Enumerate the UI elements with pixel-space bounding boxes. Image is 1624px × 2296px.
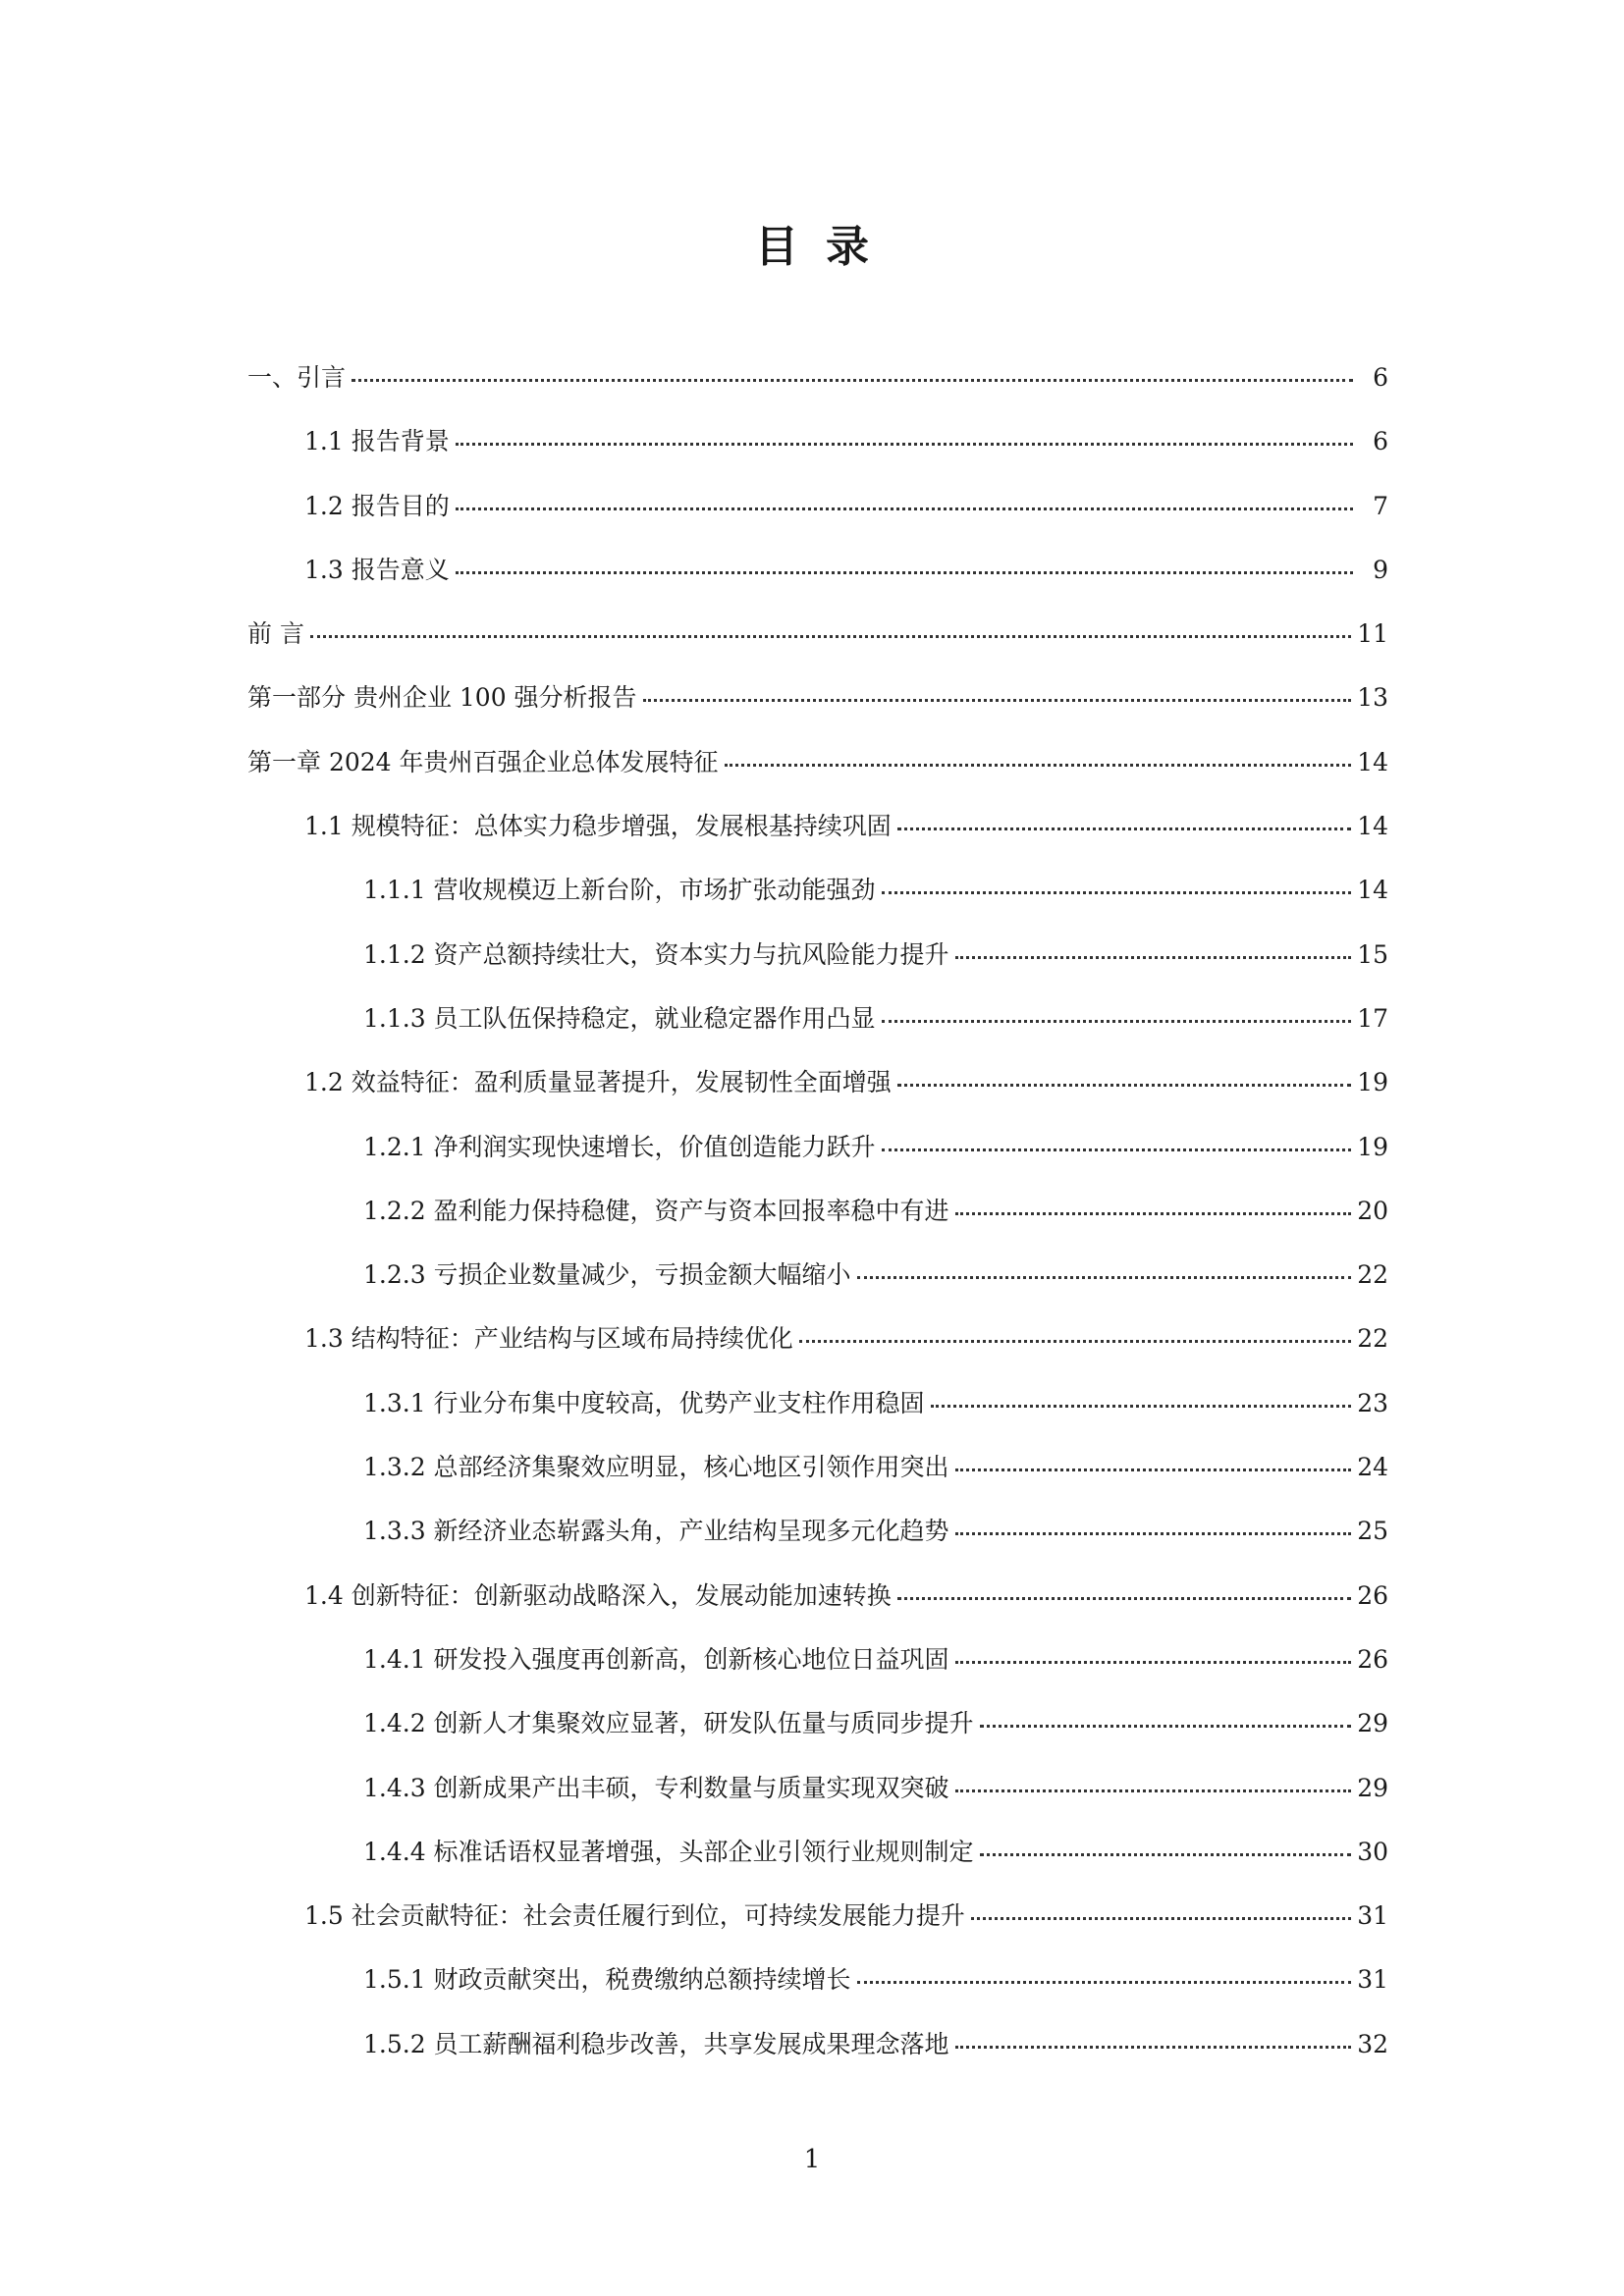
toc-entry-label: 1.2 效益特征：盈利质量显著提升，发展韧性全面增强 xyxy=(304,1068,892,1097)
toc-entry-label: 1.4 创新特征：创新驱动战略深入，发展动能加速转换 xyxy=(304,1580,892,1610)
toc-entry-page: 26 xyxy=(1357,1644,1388,1674)
toc-entry-page: 29 xyxy=(1357,1773,1388,1802)
dot-leader xyxy=(955,1789,1352,1792)
toc-entry-label: 1.1.1 营收规模迈上新台阶，市场扩张动能强劲 xyxy=(363,876,876,905)
toc-entry-page: 9 xyxy=(1373,555,1388,584)
toc-entry[interactable] xyxy=(247,1384,1388,1448)
toc-entry-label: 1.1 报告背景 xyxy=(304,427,450,456)
toc-entry[interactable] xyxy=(247,999,1388,1063)
dot-leader xyxy=(725,764,1352,767)
toc-entry-label: 1.4.4 标准话语权显著增强，头部企业引领行业规则制定 xyxy=(363,1837,974,1866)
dot-leader xyxy=(955,1212,1352,1215)
toc-entry[interactable] xyxy=(247,1319,1388,1383)
toc-entry[interactable] xyxy=(247,2025,1388,2089)
toc-entry-label: 前 言 xyxy=(247,619,304,649)
dot-leader xyxy=(882,1148,1352,1151)
toc-entry-label: 1.1.2 资产总额持续壮大，资本实力与抗风险能力提升 xyxy=(363,939,949,969)
dot-leader xyxy=(882,891,1352,894)
dot-leader xyxy=(955,1532,1352,1535)
toc-entry-page: 17 xyxy=(1357,1003,1388,1033)
dot-leader xyxy=(310,635,1351,638)
toc-entry[interactable] xyxy=(247,935,1388,999)
dot-leader xyxy=(955,956,1352,959)
page-number: 1 xyxy=(803,2145,821,2174)
toc-entry[interactable] xyxy=(247,614,1388,678)
toc-entry-label: 1.3.1 行业分布集中度较高，优势产业支柱作用稳固 xyxy=(363,1388,925,1417)
toc-entry-label: 1.5 社会贡献特征：社会责任履行到位，可持续发展能力提升 xyxy=(304,1901,965,1931)
toc-entry-page: 20 xyxy=(1357,1196,1388,1225)
dot-leader xyxy=(897,1597,1351,1600)
toc-entry[interactable] xyxy=(247,487,1388,551)
toc-entry[interactable] xyxy=(247,1896,1388,1960)
toc-entry-page: 32 xyxy=(1357,2029,1388,2058)
toc-entry-page: 30 xyxy=(1357,1837,1388,1866)
dot-leader xyxy=(857,1981,1352,1984)
toc-entry-page: 25 xyxy=(1357,1517,1388,1546)
dot-leader xyxy=(352,379,1353,382)
toc-entry[interactable] xyxy=(247,1063,1388,1127)
toc-entry-label: 1.2 报告目的 xyxy=(304,491,450,520)
toc-entry[interactable] xyxy=(247,551,1388,614)
toc-entry[interactable] xyxy=(247,1833,1388,1896)
toc-entry[interactable] xyxy=(247,1960,1388,2024)
toc-entry[interactable] xyxy=(247,358,1388,422)
dot-leader xyxy=(980,1853,1352,1856)
dot-leader xyxy=(456,443,1353,446)
dot-leader xyxy=(971,1917,1351,1920)
toc-entry-page: 7 xyxy=(1373,491,1388,520)
toc-entry-page: 31 xyxy=(1357,1901,1388,1931)
toc-entry-page: 11 xyxy=(1357,619,1388,649)
toc-entry[interactable] xyxy=(247,871,1388,934)
toc-entry-label: 1.2.1 净利润实现快速增长，价值创造能力跃升 xyxy=(363,1132,876,1161)
toc-entry-page: 15 xyxy=(1357,939,1388,969)
toc-entry[interactable] xyxy=(247,422,1388,486)
dot-leader xyxy=(955,1468,1352,1471)
toc-entry-label: 1.1 规模特征：总体实力稳步增强，发展根基持续巩固 xyxy=(304,812,892,841)
toc-entry-label: 1.1.3 员工队伍保持稳定，就业稳定器作用凸显 xyxy=(363,1003,876,1033)
toc-entry-page: 31 xyxy=(1357,1965,1388,1995)
toc-entry-label: 1.2.2 盈利能力保持稳健，资产与资本回报率稳中有进 xyxy=(363,1196,949,1225)
toc-entry-page: 19 xyxy=(1357,1132,1388,1161)
toc-entry-page: 24 xyxy=(1357,1453,1388,1482)
toc-entry[interactable] xyxy=(247,1512,1388,1575)
dot-leader xyxy=(931,1405,1352,1408)
toc-entry-label: 1.3 报告意义 xyxy=(304,555,450,584)
toc-entry-label: 第一部分 贵州企业 100 强分析报告 xyxy=(247,683,637,713)
toc-entry-label: 1.3.2 总部经济集聚效应明显，核心地区引领作用突出 xyxy=(363,1453,949,1482)
toc-entry[interactable] xyxy=(247,678,1388,742)
toc-entry-page: 14 xyxy=(1357,876,1388,905)
toc-entry-label: 1.4.2 创新人才集聚效应显著，研发队伍量与质同步提升 xyxy=(363,1709,974,1738)
toc-entry-page: 19 xyxy=(1357,1068,1388,1097)
toc-entry-page: 29 xyxy=(1357,1709,1388,1738)
toc-entry[interactable] xyxy=(247,743,1388,807)
toc-entry-label: 1.4.1 研发投入强度再创新高，创新核心地位日益巩固 xyxy=(363,1644,949,1674)
toc-entry[interactable] xyxy=(247,1576,1388,1640)
toc-entry-label: 1.5.1 财政贡献突出，税费缴纳总额持续增长 xyxy=(363,1965,851,1995)
toc-entry[interactable] xyxy=(247,1704,1388,1768)
toc-entry-label: 1.2.3 亏损企业数量减少，亏损金额大幅缩小 xyxy=(363,1260,851,1290)
toc-entry[interactable] xyxy=(247,1640,1388,1704)
toc-entry-page: 26 xyxy=(1357,1580,1388,1610)
dot-leader xyxy=(799,1340,1351,1343)
toc-entry-page: 14 xyxy=(1357,812,1388,841)
toc-entry[interactable] xyxy=(247,1769,1388,1833)
toc-entry-label: 1.3 结构特征：产业结构与区域布局持续优化 xyxy=(304,1324,793,1354)
dot-leader xyxy=(882,1020,1352,1023)
dot-leader xyxy=(857,1276,1352,1279)
toc-entry[interactable] xyxy=(247,1128,1388,1192)
toc-entry-label: 一、引言 xyxy=(247,363,347,392)
toc-entry[interactable] xyxy=(247,1448,1388,1512)
toc-entry-page: 14 xyxy=(1357,747,1388,776)
toc-entry-page: 6 xyxy=(1373,427,1388,456)
toc-entry[interactable] xyxy=(247,1192,1388,1255)
toc-entry-page: 23 xyxy=(1357,1388,1388,1417)
toc-entry[interactable] xyxy=(247,807,1388,871)
dot-leader xyxy=(456,507,1353,510)
dot-leader xyxy=(456,571,1353,574)
page-title: 目录 xyxy=(755,222,896,272)
toc-entry[interactable] xyxy=(247,1255,1388,1319)
dot-leader xyxy=(643,699,1352,702)
dot-leader xyxy=(955,2046,1352,2049)
toc-entry-label: 1.5.2 员工薪酬福利稳步改善，共享发展成果理念落地 xyxy=(363,2029,949,2058)
toc-entry-page: 6 xyxy=(1373,363,1388,392)
dot-leader xyxy=(897,1084,1351,1087)
toc-entry-label: 1.3.3 新经济业态崭露头角，产业结构呈现多元化趋势 xyxy=(363,1517,949,1546)
table-of-contents xyxy=(247,358,1388,2089)
dot-leader xyxy=(955,1661,1352,1664)
toc-entry-page: 13 xyxy=(1357,683,1388,713)
toc-entry-page: 22 xyxy=(1357,1260,1388,1290)
toc-entry-label: 1.4.3 创新成果产出丰硕，专利数量与质量实现双突破 xyxy=(363,1773,949,1802)
toc-entry-label: 第一章 2024 年贵州百强企业总体发展特征 xyxy=(247,747,719,776)
toc-entry-page: 22 xyxy=(1357,1324,1388,1354)
dot-leader xyxy=(897,828,1351,830)
dot-leader xyxy=(980,1725,1352,1728)
